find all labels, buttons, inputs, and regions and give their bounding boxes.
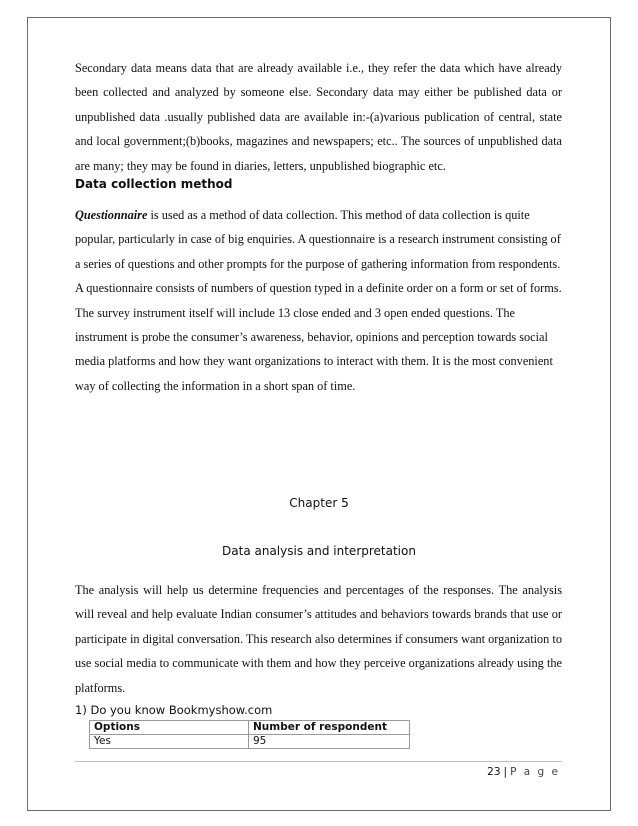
table-row	[90, 735, 410, 749]
analysis-paragraph-block	[75, 578, 562, 700]
secondary-data-paragraph: Secondary data means data that are already available i.e., they refer the data which have already been collected and analyzed by someone else. Secondary data may either be published data or unpublished data .usually published data are available in:-(a)various publication of central, state and local government;(b)books, magazines and newspapers; etc.. The sources of unpublished data are many; they may be found in diaries, letters, unpublished biographic etc.	[75, 61, 562, 173]
analysis-paragraph: The analysis will help us determine frequencies and percentages of the responses. The analysis will reveal and help evaluate Indian consumer’s attitudes and behaviors towards brands that use or participate in digital conversation. This research also determines if consumers want organization to use social media to communicate with them and how they perceive organizations already using the platforms.	[75, 583, 562, 695]
page-number: 23	[487, 766, 501, 778]
footer-divider	[75, 761, 562, 762]
chapter-title: Data analysis and interpretation	[222, 544, 416, 558]
questionnaire-term: Questionnaire	[75, 208, 148, 222]
chapter-number: Chapter 5	[289, 496, 349, 510]
footer-separator: |	[503, 766, 508, 778]
intro-paragraph-block	[75, 56, 562, 178]
page-label: P a g e	[510, 766, 560, 778]
table-cell-count: 95	[249, 735, 410, 749]
table-header-options: Options	[90, 721, 249, 735]
table-cell-option: Yes	[90, 735, 249, 749]
response-table	[89, 720, 410, 749]
questionnaire-paragraph	[75, 203, 562, 398]
page-footer	[487, 766, 560, 778]
questionnaire-text: is used as a method of data collection. This method of data collection is quite popular, particularly in case of big enquiries. A questionnaire is a research instrument consisting of a series of questions and other prompts for the purpose of gathering information from respondents. A questionnaire consists of numbers of question typed in a definite order on a form or set of forms. The survey instrument itself will include 13 close ended and 3 open ended questions. The instrument is probe the consumer’s awareness, behavior, opinions and perception towards social media platforms and how they want organizations to interact with them. It is the most convenient way of collecting the information in a short span of time.	[75, 208, 562, 393]
questionnaire-paragraph-block	[75, 203, 562, 398]
table-header-row	[90, 721, 410, 735]
section-heading: Data collection method	[75, 177, 233, 191]
table-header-respondents: Number of respondent	[249, 721, 410, 735]
question-1: 1) Do you know Bookmyshow.com	[75, 703, 273, 717]
